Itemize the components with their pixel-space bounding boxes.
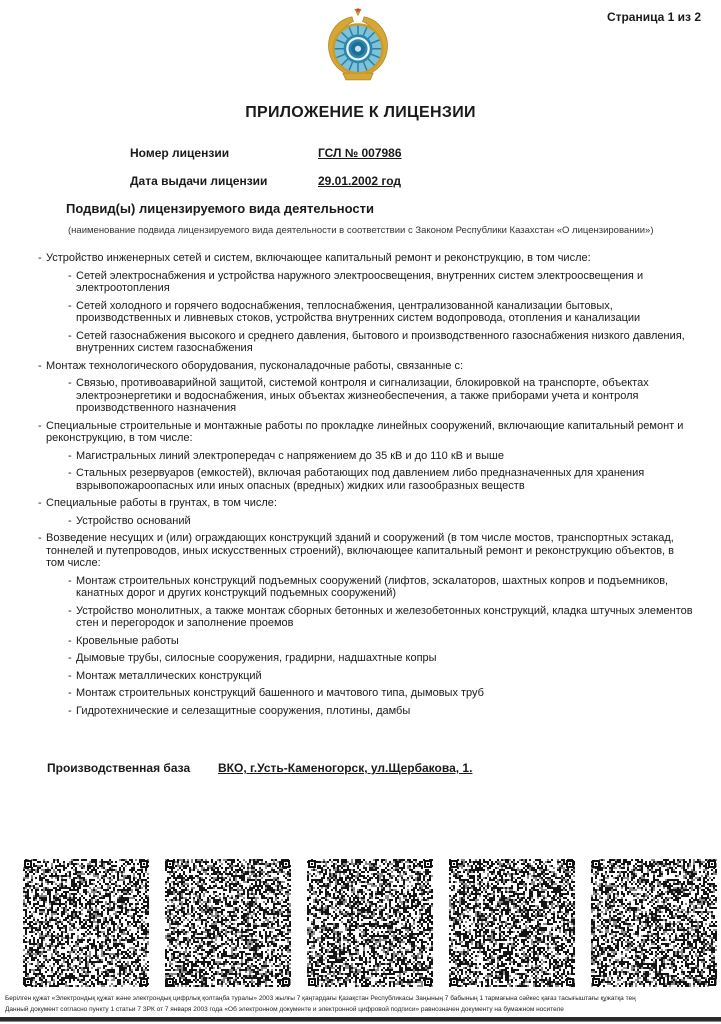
activity-item (68, 300, 693, 325)
activity-item-text: Устройство монолитных, а также монтаж сборных бетонных и железобетонных конструкций, кладка штучных элементов стен и перегородок и заполнение проемов (76, 604, 693, 629)
activity-item (38, 497, 693, 510)
activity-item (68, 670, 693, 683)
license-details (130, 146, 402, 202)
bullet-dash: - (38, 359, 42, 372)
activity-item (38, 532, 693, 570)
activity-item-text: Устройство оснований (76, 514, 191, 527)
activity-item-text: Дымовые трубы, силосные сооружения, градирни, надшахтные копры (76, 652, 437, 664)
bottom-edge-bar (0, 1017, 721, 1022)
activity-item-text: Специальные строительные и монтажные работы по прокладке линейных сооружений, включающие капитальный ремонт и реконструкцию, в том числе: (46, 419, 684, 444)
activity-item-text: Возведение несущих и (или) ограждающих конструкций зданий и сооружений (в том числе мостов, транспортных эстакад, тоннелей и путепроводов, иных искусственных строений), включающее капитальный ремонт и реконструкцию объектов, в том числе: (46, 532, 675, 569)
activity-item-text: Кровельные работы (76, 634, 179, 647)
emblem-star (356, 8, 359, 11)
bullet-dash: - (68, 377, 72, 389)
digital-signature-barcode (591, 859, 717, 987)
activity-item (68, 270, 693, 295)
production-base-row (47, 761, 472, 775)
production-base-label: Производственная база (47, 761, 191, 775)
activity-item-text: Стальных резервуаров (емкостей), включая работающих под давлением либо предназначенных для хранения взрывопожароопасных или иных опасных (вредных) жидких или газообразных веществ (76, 467, 645, 492)
activity-item (68, 705, 693, 718)
license-date-value: 29.01.2002 год (318, 174, 402, 188)
activity-item (68, 450, 693, 463)
document-title: ПРИЛОЖЕНИЕ К ЛИЦЕНЗИИ (245, 104, 476, 121)
bullet-dash: - (38, 497, 42, 509)
activity-item-text: Связью, противоаварийной защитой, системой контроля и сигнализации, блокировкой на транспорте, объектах электроэнергетики и водоснабжения, иных объектах жизнеобеспечения, а также приборами учета и контроля производственного назначения (76, 377, 649, 414)
activity-item-text: Магистральных линий электропередач с напряжением до 35 кВ и до 110 кВ и выше (76, 449, 504, 462)
production-base-value: ВКО, г.Усть-Каменогорск, ул.Щербакова, 1. (218, 761, 473, 775)
license-date-label: Дата выдачи лицензии (130, 174, 268, 188)
activity-item (68, 687, 693, 700)
legal-footer-line-kk: Берілген құжат «Электрондық құжат және электрондық цифрлық қолтаңба туралы» 2003 жылғы 7 қаңтардағы Қазақстан Республикасы Заңының 7 бабының 1 тармағына сәйкес қағаз тасығыштағы құжатқа тең (5, 995, 636, 1002)
bullet-dash: - (68, 467, 72, 479)
activity-item (68, 515, 693, 528)
activity-item-text: Сетей холодного и горячего водоснабжения, теплоснабжения, централизованной канализации бытовых, производственных и ливневых стоков, устройства внутренних систем водопровода, отопления и канализации (76, 299, 641, 324)
bullet-dash: - (68, 329, 72, 342)
kazakhstan-emblem-icon (320, 6, 396, 90)
activity-item (38, 360, 693, 373)
bullet-dash: - (38, 252, 42, 264)
activity-item (68, 467, 693, 492)
activity-item-text: Монтаж строительных конструкций башенного и мачтового типа, дымовых труб (76, 687, 484, 699)
bullet-dash: - (68, 669, 72, 682)
bullet-dash: - (68, 299, 72, 312)
activity-item-text: Монтаж технологического оборудования, пусконаладочные работы, связанные с: (46, 359, 464, 372)
activity-item-text: Сетей электроснабжения и устройства наружного электроосвещения, внутренних систем электроосвещения и электроотопления (76, 269, 644, 294)
activity-item (68, 377, 693, 415)
digital-signature-barcode (307, 859, 433, 987)
bullet-dash: - (68, 604, 72, 617)
emblem-shanyrak (334, 24, 383, 73)
bullet-dash: - (68, 574, 72, 587)
license-number-row (130, 146, 402, 162)
bullet-dash: - (68, 449, 72, 462)
legal-footer (5, 993, 716, 1015)
signature-barcodes (23, 859, 717, 987)
activity-item (38, 252, 693, 265)
legal-footer-line-ru: Данный документ согласно пункту 1 статьи 7 ЗРК от 7 января 2003 года «Об электронном документе и электронной цифровой подписи» равнозначен документу на бумажном носителе (5, 1006, 564, 1013)
activity-item (38, 420, 693, 445)
page-indicator: Страница 1 из 2 (606, 10, 701, 24)
activity-item (68, 635, 693, 648)
license-number-value: ГСЛ № 007986 (318, 146, 402, 160)
bullet-dash: - (68, 704, 72, 717)
subtypes-note: (наименование подвида лицензируемого вида деятельности в соответствии с Законом Республики Казахстан «О лицензировании») (68, 225, 654, 236)
activity-item (68, 605, 693, 630)
activity-item-text: Гидротехнические и селезащитные сооружения, плотины, дамбы (76, 704, 411, 717)
activity-item (68, 575, 693, 600)
activity-item (68, 330, 693, 355)
bullet-dash: - (68, 514, 72, 527)
bullet-dash: - (68, 634, 72, 647)
bullet-dash: - (38, 532, 42, 544)
license-date-row (130, 174, 402, 190)
bullet-dash: - (68, 687, 72, 699)
subtypes-heading: Подвид(ы) лицензируемого вида деятельности (66, 201, 375, 216)
activity-list (38, 250, 693, 722)
activity-item-text: Специальные работы в грунтах, в том числе: (46, 497, 277, 509)
digital-signature-barcode (449, 859, 575, 987)
activity-item-text: Устройство инженерных сетей и систем, включающее капитальный ремонт и реконструкцию, в том числе: (46, 252, 591, 264)
activity-item-text: Сетей газоснабжения высокого и среднего давления, бытового и производственного газоснабжения низкого давления, внутренних систем газоснабжения (76, 329, 685, 354)
license-number-label: Номер лицензии (130, 146, 230, 160)
bullet-dash: - (38, 419, 42, 432)
digital-signature-barcode (23, 859, 149, 987)
digital-signature-barcode (165, 859, 291, 987)
bullet-dash: - (68, 652, 72, 664)
activity-item-text: Монтаж металлических конструкций (76, 669, 262, 682)
activity-item-text: Монтаж строительных конструкций подъемных сооружений (лифтов, эскалаторов, шахтных копров и подъемников, канатных дорог и других конструкций подъемных сооружений) (76, 574, 669, 599)
activity-item (68, 652, 693, 665)
bullet-dash: - (68, 269, 72, 282)
